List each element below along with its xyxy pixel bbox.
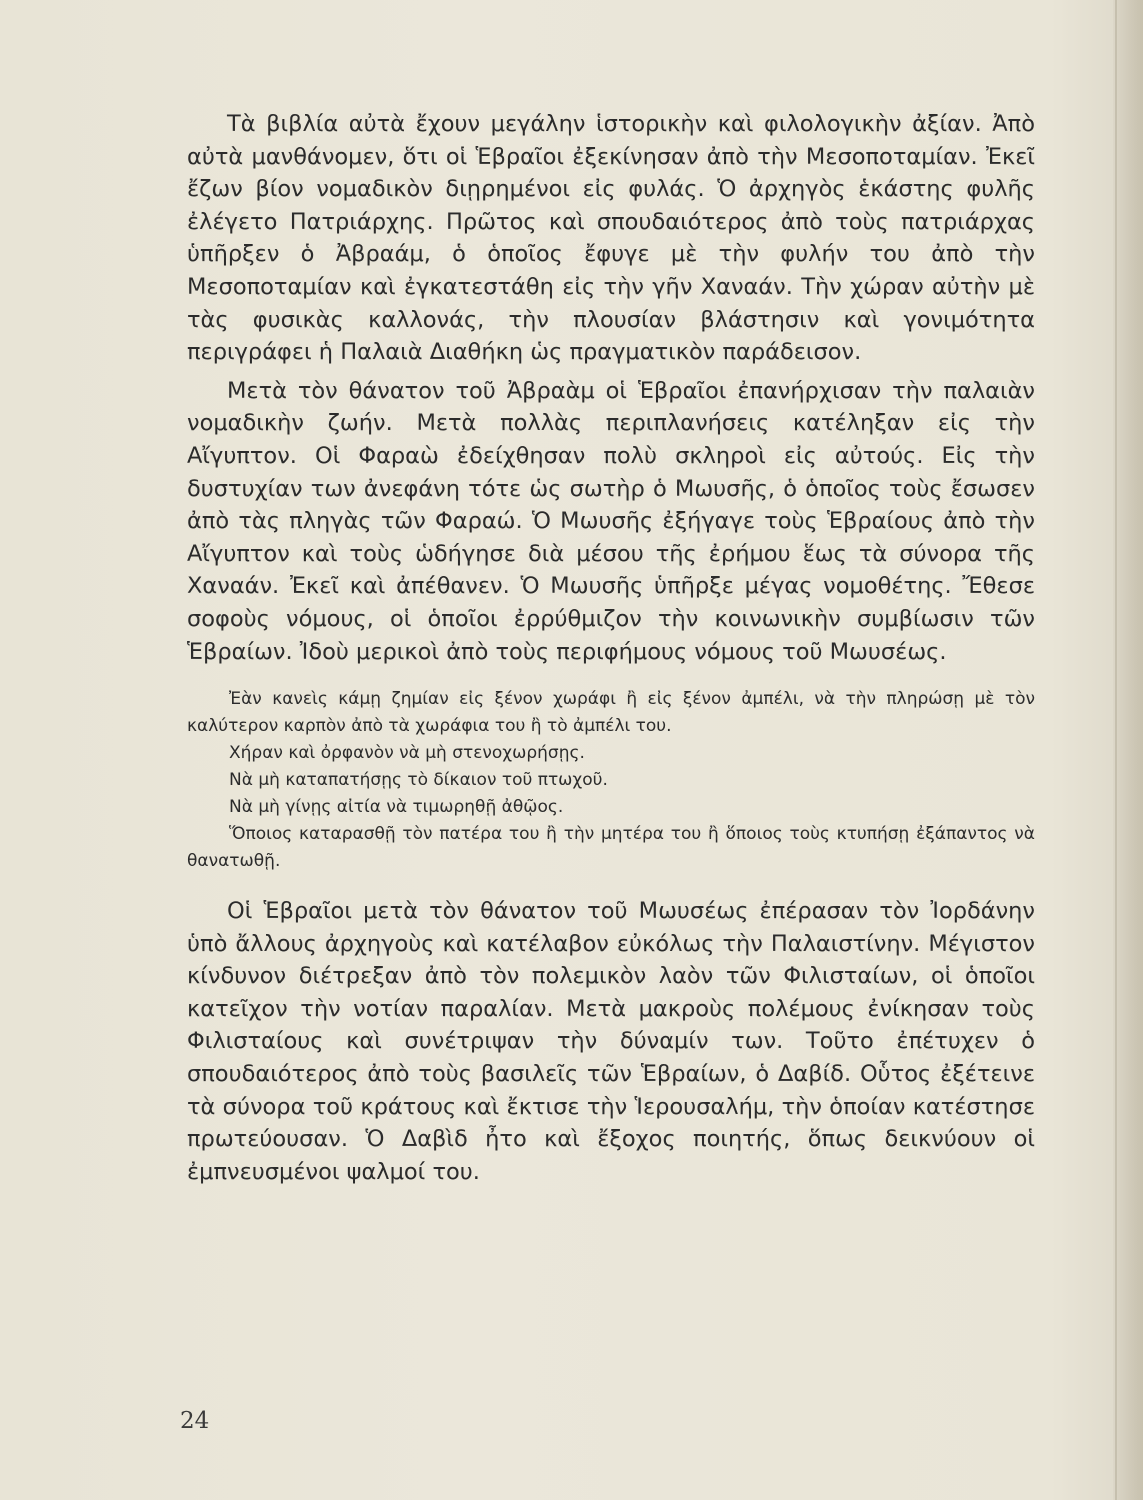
paragraph-patriarchs: Τὰ βιβλία αὐτὰ ἔχουν μεγάλην ἱστορικὴν καὶ φιλολογικὴν ἀξίαν. Ἀπὸ αὐτὰ μανθάνομεν, ὅτι οἱ Ἑβραῖοι ἐξεκίνησαν ἀπὸ τὴν Μεσοποταμίαν. Ἐκεῖ ἔζων βίον νομαδικὸν διῃρημένοι εἰς φυλάς. Ὁ ἀρχηγὸς ἑκάστης φυλῆς ἐλέγετο Πατριάρχης. Πρῶτος καὶ σπουδαιότερος ἀπὸ τοὺς πατριάρχας ὑπῆρξεν ὁ Ἀβραάμ, ὁ ὁποῖος ἔφυγε μὲ τὴν φυλήν του ἀπὸ τὴν Μεσοποταμίαν καὶ ἐγκατεστάθη εἰς τὴν γῆν Χαναάν. Τὴν χώραν αὐτὴν μὲ τὰς φυσικὰς καλλονάς, τὴν πλουσίαν βλάστησιν καὶ γονιμότητα περιγράφει ἡ Παλαιὰ Διαθήκη ὡς πραγματικὸν παράδεισον. (187, 111, 1035, 366)
law-item: Χήραν καὶ ὀρφανὸν νὰ μὴ στενοχωρήσῃς. (229, 743, 585, 764)
paragraph-moses: Μετὰ τὸν θάνατον τοῦ Ἀβραὰμ οἱ Ἑβραῖοι ἐπανήρχισαν τὴν παλαιὰν νομαδικὴν ζωήν. Μετὰ πολλὰς περιπλανήσεις κατέληξαν εἰς τὴν Αἴγυπτον. Οἱ Φαραὼ ἐδείχθησαν πολὺ σκληροὶ εἰς αὐτούς. Εἰς τὴν δυστυχίαν των ἀνεφάνη τότε ὡς σωτὴρ ὁ Μωυσῆς, ὁ ὁποῖος τοὺς ἔσωσεν ἀπὸ τὰς πληγὰς τῶν Φαραώ. Ὁ Μωυσῆς ἐξήγαγε τοὺς Ἑβραίους ἀπὸ τὴν Αἴγυπτον καὶ τοὺς ὡδήγησε διὰ μέσου τῆς ἐρήμου ἕως τὰ σύνορα τῆς Χαναάν. Ἐκεῖ καὶ ἀπέθανεν. Ὁ Μωυσῆς ὑπῆρξε μέγας νομοθέτης. Ἔθεσε σοφοὺς νόμους, οἱ ὁποῖοι ἐρρύθμιζον τὴν κοινωνικὴν συμβίωσιν τῶν Ἑβραίων. Ἰδοὺ μερικοὶ ἀπὸ τοὺς περιφήμους νόμους τοῦ Μωυσέως. (187, 377, 1035, 665)
law-item: Νὰ μὴ γίνῃς αἰτία νὰ τιμωρηθῇ ἀθῷος. (229, 797, 564, 818)
law-item: Ὅποιος καταρασθῇ τὸν πατέρα του ἢ τὴν μητέρα του ἢ ὅποιος τοὺς κτυπήσῃ ἐξάπαντος νὰ θανατωθῇ. (187, 824, 1035, 872)
book-spine-shadow (1113, 0, 1143, 1500)
page-text (187, 108, 1035, 1188)
law-item: Νὰ μὴ καταπατήσῃς τὸ δίκαιον τοῦ πτωχοῦ. (229, 770, 608, 791)
paragraph-david: Οἱ Ἑβραῖοι μετὰ τὸν θάνατον τοῦ Μωυσέως ἐπέρασαν τὸν Ἰορδάνην ὑπὸ ἄλλους ἀρχηγοὺς καὶ κατέλαβον εὐκόλως τὴν Παλαιστίνην. Μέγιστον κίνδυνον διέτρεξαν ἀπὸ τὸν πολεμικὸν λαὸν τῶν Φιλισταίων, οἱ ὁποῖοι κατεῖχον τὴν νοτίαν παραλίαν. Μετὰ μακροὺς πολέμους ἐνίκησαν τοὺς Φιλισταίους καὶ συνέτριψαν τὴν δύναμίν των. Τοῦτο ἐπέτυχεν ὁ σπουδαιότερος ἀπὸ τοὺς βασιλεῖς τῶν Ἑβραίων, ὁ Δαβίδ. Οὗτος ἐξέτεινε τὰ σύνορα τοῦ κράτους καὶ ἔκτισε τὴν Ἱερουσαλήμ, τὴν ὁποίαν κατέστησε πρωτεύουσαν. Ὁ Δαβὶδ ἦτο καὶ ἔξοχος ποιητής, ὅπως δεικνύουν οἱ ἐμπνευσμένοι ψαλμοί του. (187, 898, 1035, 1185)
law-item: Ἐὰν κανεὶς κάμῃ ζημίαν εἰς ξένον χωράφι ἢ εἰς ξένον ἀμπέλι, νὰ τὴν πληρώσῃ μὲ τὸν καλύτερον καρπὸν ἀπὸ τὰ χωράφια του ἢ τὸ ἀμπέλι του. (187, 689, 1035, 737)
page-edge (1115, 0, 1117, 1500)
laws-of-moses (187, 686, 1035, 875)
page-number: 24 (180, 1408, 210, 1434)
